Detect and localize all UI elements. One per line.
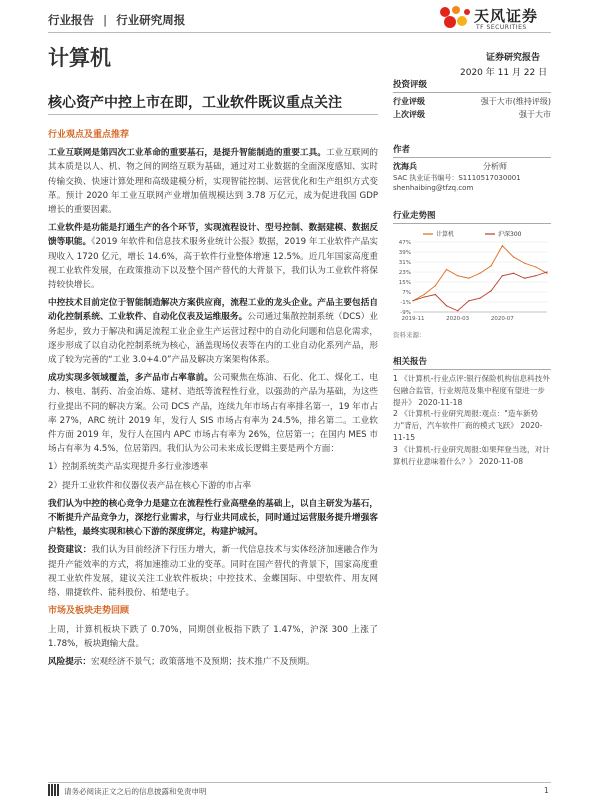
paragraph-4-text: 公司聚焦在炼油、石化、化工、煤化工、电力、核电、制药、冶金冶炼、建材、造纸等流程性行业，以强劲的产品为基础，为这些行业提出不同的解决方案。公司 DCS 产品，连续九年市场占有率排名第一，19 年市占率 27%，ARC 统计 2019 年，发行人 SIS 市场占有率为 24.5%，排名第二。工业软件方面 2019 年，发行人在国内 APC 市场占有率为 26%，位居第一；在国内 MES 市场占有率为 4.5%，位居第四。我们认为公司未来成长逻辑主要是两个方面： xyxy=(48,373,378,455)
y-tick-label: 23% xyxy=(398,270,411,276)
page-title: 计算机 xyxy=(48,46,111,70)
paragraph-3-text: 公司通过集散控制系统（DCS）业务起步，致力于解决和满足流程工业企业生产运营过程中的自动化问题和信息化需求，逐步形成了以自动化控制系统为核心，涵盖现场仪表等在内的工业自动化系列产品，形成了较为完善的“工业 3.0+4.0”产品及解决方案架构体系。 xyxy=(48,312,378,366)
doc-type: 证券研究报告 xyxy=(486,53,541,63)
data-point xyxy=(424,296,425,297)
report-category xyxy=(48,12,185,28)
paragraph-6-lead: 投资建议： xyxy=(48,545,92,556)
paragraph-4-lead: 成功实现多领域覆盖，多产品市占率靠前。 xyxy=(48,373,214,384)
data-point xyxy=(412,300,413,301)
footer-notice: 请务必阅读正文之后的信息披露和免责申明 xyxy=(64,787,207,796)
y-tick-label: 47% xyxy=(398,240,411,246)
paragraph-6 xyxy=(48,543,378,600)
author-row xyxy=(393,160,551,173)
data-point xyxy=(502,275,503,276)
paragraph-1-lead: 工业互联网是第四次工业革命的重要基石，是提升智能制造的重要工具。 xyxy=(48,148,326,159)
y-tick-label: -9% xyxy=(400,310,411,316)
x-tick-label: 2020-07 xyxy=(490,316,514,322)
paragraph-6-text: 我们认为目前经济下行压力增大，新一代信息技术与实体经济加速融合作为提升产能效率的方式，将加速推动工业的变革。同时在国产替代的背景下，国家高度重视工业软件发展，建议关注工业软件板块；中控技术、金蝶国际、中望软件、用友网络、鼎捷软件、能科股份、柏楚电子。 xyxy=(48,545,378,599)
paragraph-3 xyxy=(48,296,378,367)
rating-heading: 投资评级 xyxy=(393,78,551,93)
footer-divider xyxy=(48,782,551,783)
author-sac: SAC 执业证书编号：S1110517030001 xyxy=(393,174,521,182)
paragraph-1 xyxy=(48,146,378,217)
data-point xyxy=(468,300,469,301)
industry-trend-chart xyxy=(393,228,551,328)
data-point xyxy=(524,278,525,279)
data-point xyxy=(524,263,525,264)
doc-date: 2020 年 11 月 22 日 xyxy=(460,68,548,78)
rating-row xyxy=(393,108,551,121)
data-point xyxy=(502,245,503,246)
list-item-1: 1）控制系统类产品实现提升多行业渗透率 xyxy=(48,462,209,473)
data-point xyxy=(535,266,536,267)
author-heading: 作者 xyxy=(393,143,551,158)
paragraph-2-lead: 工业软件是功能是打通生产的各个环节，实现流程设计、型号控制、数据建模、数据反馈等职能。 xyxy=(48,223,378,248)
sidebar xyxy=(393,78,551,467)
paragraph-1-text: 工业互联网的其本质是以人、机、物之间的网络互联为基础，通过对工业数据的全面深度感知、实时传输交换、快速计算处理和高级建模分析，实现智能控制、运营优化和生产组织方式变革。预计 2020 年工业互联网产业增加值规模达到 3.78 万亿元，成为促进我国 GDP 增长的重要因素。 xyxy=(48,148,378,216)
paragraph-8-text: 宏观经济不景气；政策落地不及预期；技术推广不及预期。 xyxy=(90,656,315,667)
list-item-2: 2）提升工业软件和仪器仪表产品在核心下游的市占率 xyxy=(48,480,252,491)
paragraph-7: 上周，计算机板块下跌了 0.70%，同期创业板指下跌了 1.47%，沪深 300 上涨了 1.78%，板块跑输大盘。 xyxy=(48,624,378,649)
header-divider xyxy=(48,32,551,33)
data-point xyxy=(479,298,480,299)
rating-row-value: 强于大市(维持评级) xyxy=(480,97,551,106)
paragraph-4 xyxy=(48,371,378,456)
paragraph-3-lead: 中控技术目前定位于智能制造解决方案供应商，流程工业的龙头企业。产品主要包括自动化控制系统、工业软件、自动化仪表及运维服务。 xyxy=(48,298,378,323)
series-line-1 xyxy=(413,272,547,311)
legend-label: 沪深300 xyxy=(498,231,522,238)
page-number: 1 xyxy=(544,786,549,795)
headline-divider xyxy=(48,114,378,115)
main-body xyxy=(48,128,378,669)
paragraph-8-lead: 风险提示： xyxy=(48,656,91,667)
data-point xyxy=(546,271,547,272)
logo-subtext: TF SECURITIES xyxy=(476,24,527,31)
data-point xyxy=(513,256,514,257)
x-tick-label: 2019-11 xyxy=(401,316,425,322)
related-report-item[interactable]: 2 《计算机-行业研究周报:观点："造车新势力"背后，汽车软件厂商的模式飞跃》 2020-11-15 xyxy=(393,409,543,442)
logo-text: 天风证券 xyxy=(474,7,539,25)
y-tick-label: 39% xyxy=(398,250,411,256)
data-point xyxy=(424,294,425,295)
data-point xyxy=(546,273,547,274)
data-point xyxy=(513,273,514,274)
related-list xyxy=(393,373,551,467)
author-role: 分析师 xyxy=(483,162,507,171)
category-separator: | xyxy=(103,13,108,27)
related-report-item[interactable]: 1 《计算机-行业点评:银行保险机构信息科技外包融合监管，行业规范及集中程度有望进一步提升》 2020-11-18 xyxy=(393,374,550,407)
rating-row xyxy=(393,95,551,108)
related-heading: 相关报告 xyxy=(393,355,551,370)
qr-code-icon xyxy=(48,784,60,796)
section-heading-market: 市场及板块走势回顾 xyxy=(48,606,130,617)
paragraph-5-text: 我们认为中控的核心竞争力是建立在流程性行业高壁垒的基础上，以自主研发为基石，不断提升产品竞争力，深挖行业需求，与行业共同成长，同时通过运营服务提升增强客户粘性，最终实现和核心下游的深度绑定，构建护城河。 xyxy=(48,498,378,538)
paragraph-2 xyxy=(48,221,378,292)
data-point xyxy=(535,275,536,276)
paragraph-2-text: 《2019 年软件和信息技术服务业统计公报》数据，2019 年工业软件产品实现收入 1720 亿元，增长 14.6%，高于软件行业整体增速 12.5%。近几年国家高度重视工业软件发展，在政策推动下以及整个国产替代的大背景下，我们认为工业软件将保持较快增长。 xyxy=(48,237,378,291)
x-tick-label: 2020-03 xyxy=(446,316,470,322)
data-point xyxy=(446,269,447,270)
related-report-item[interactable]: 3 《计算机-行业研究周报:如果拜登当选，对计算机行业意味着什么？》 2020-11-08 xyxy=(393,444,550,466)
author-email[interactable]: shenhaibing@tfzq.com xyxy=(393,184,474,192)
y-tick-label: 31% xyxy=(398,260,411,266)
paragraph-8 xyxy=(48,655,378,669)
data-point xyxy=(491,265,492,266)
data-point xyxy=(491,290,492,291)
data-point xyxy=(457,310,458,311)
report-headline: 核心资产中控上市在即，工业软件既议重点关注 xyxy=(48,95,342,111)
y-tick-label: -1% xyxy=(400,300,411,306)
data-point xyxy=(457,275,458,276)
paragraph-5 xyxy=(48,497,378,540)
y-tick-label: 15% xyxy=(398,280,411,286)
trend-heading: 行业走势图 xyxy=(393,209,551,224)
chart-source: 资料来源： xyxy=(393,331,426,339)
data-point xyxy=(435,285,436,286)
rating-row-key: 行业评级 xyxy=(393,97,425,106)
subcategory-label: 行业研究周报 xyxy=(116,13,186,27)
tf-logo-icon xyxy=(436,4,472,32)
data-point xyxy=(446,305,447,306)
section-heading-views: 行业观点及重点推荐 xyxy=(48,130,130,140)
y-tick-label: 7% xyxy=(402,290,411,296)
legend-label: 计算机 xyxy=(436,231,455,238)
data-point xyxy=(435,294,436,295)
data-point xyxy=(479,273,480,274)
rating-row-key: 上次评级 xyxy=(393,110,425,119)
data-point xyxy=(468,278,469,279)
author-name: 沈海兵 xyxy=(393,162,417,171)
category-label: 行业报告 xyxy=(48,13,94,27)
rating-row-value: 强于大市 xyxy=(519,110,551,119)
